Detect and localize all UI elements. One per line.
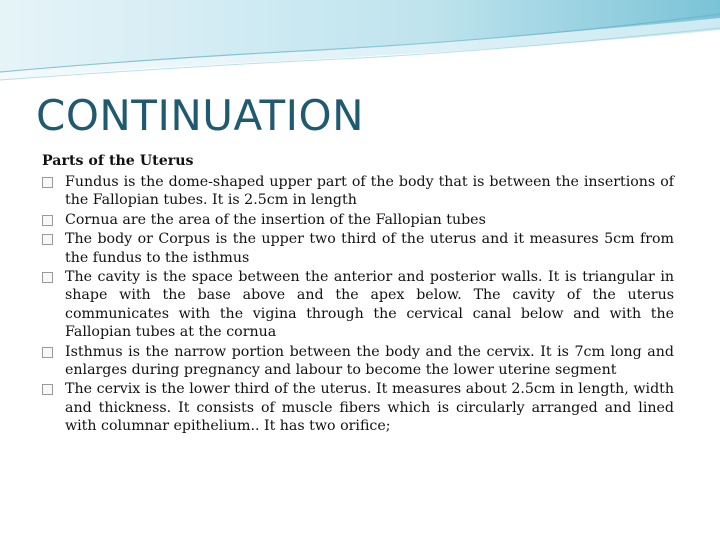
bullet-text: The body or Corpus is the upper two third of the uterus and it measures 5cm from the fundus to the isthmus — [65, 231, 674, 266]
bullet-text: Cornua are the area of the insertion of the Fallopian tubes — [65, 211, 486, 228]
bullet-text: The cervix is the lower third of the uterus. It measures about 2.5cm in length, width and thickness. It consists of muscle fibers which is circularly arranged and lined with columnar epithelium.. It has two orifice; — [65, 381, 674, 435]
bullet-text: Isthmus is the narrow portion between the body and the cervix. It is 7cm long and enlarges during pregnancy and labour to become the lower uterine segment — [65, 343, 674, 379]
bullet-item — [42, 211, 674, 229]
square-bullet-icon — [42, 177, 53, 188]
square-bullet-icon — [42, 215, 53, 226]
square-bullet-icon — [42, 272, 53, 283]
bullet-item — [42, 380, 674, 435]
square-bullet-icon — [42, 347, 53, 358]
header-wave-decoration — [0, 0, 720, 90]
bullet-item — [42, 343, 674, 380]
section-heading: Parts of the Uterus — [42, 153, 194, 169]
square-bullet-icon — [42, 384, 53, 395]
slide-body — [42, 152, 674, 437]
bullet-text: Fundus is the dome-shaped upper part of the body that is between the insertions of the Fallopian tubes. It is 2.5cm in length — [65, 174, 674, 209]
slide-title: CONTINUATION — [36, 91, 364, 140]
square-bullet-icon — [42, 234, 53, 245]
bullet-item — [42, 230, 674, 267]
bullet-item — [42, 268, 674, 342]
bullet-item — [42, 173, 674, 210]
bullet-text: The cavity is the space between the anterior and posterior walls. It is triangular in shape with the base above and the apex below. The cavity of the uterus communicates with the vigina through the cervical canal below and with the Fallopian tubes at the cornua — [65, 269, 674, 341]
